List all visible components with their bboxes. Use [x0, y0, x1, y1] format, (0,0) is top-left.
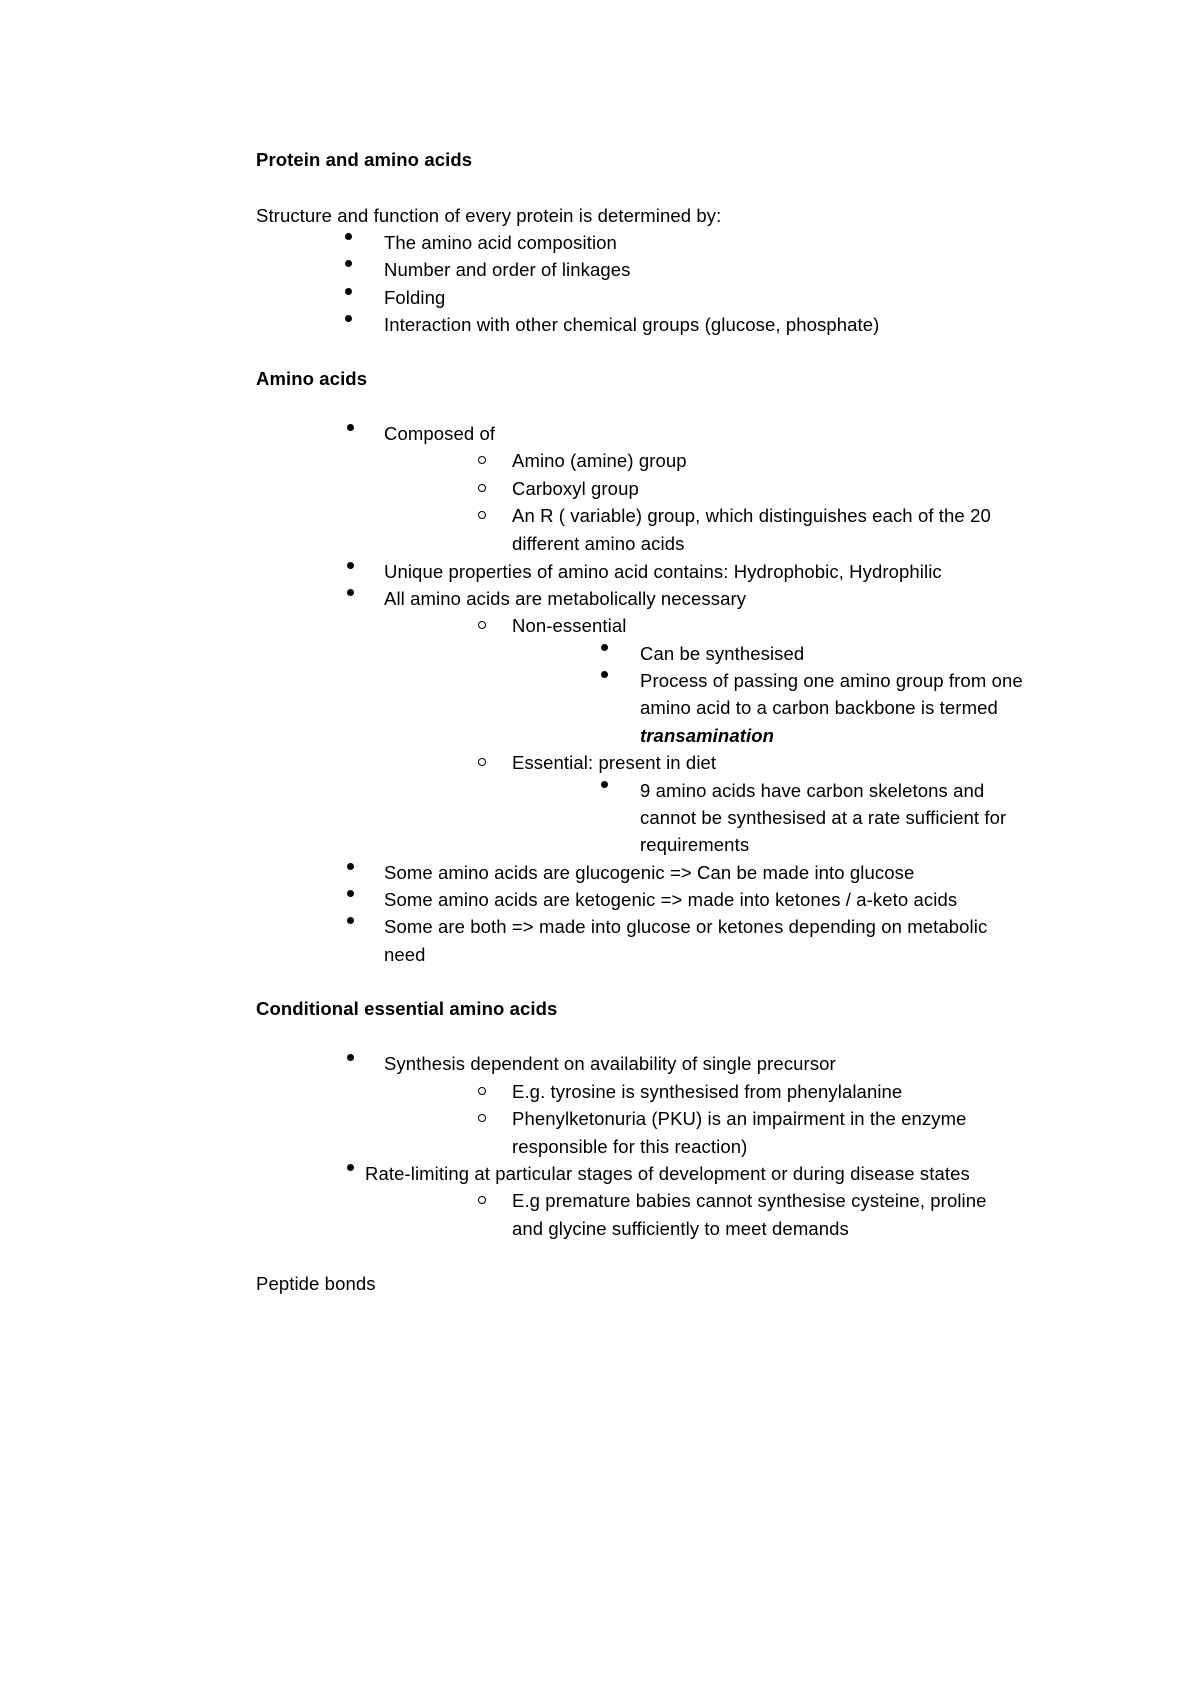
- bullet-icon: [345, 260, 352, 267]
- circle-bullet-icon: [478, 456, 486, 464]
- list-item: An R ( variable) group, which distinguishes each of the 20: [512, 505, 991, 526]
- list-item: The amino acid composition: [384, 232, 617, 253]
- list-item: E.g premature babies cannot synthesise cysteine, proline: [512, 1190, 987, 1211]
- list-item-continuation: cannot be synthesised at a rate sufficient for: [640, 807, 1007, 828]
- list-item-continuation: and glycine sufficiently to meet demands: [512, 1218, 849, 1239]
- bullet-icon: [345, 233, 352, 240]
- list-item: Folding: [384, 287, 446, 308]
- list-item: Synthesis dependent on availability of single precursor: [384, 1053, 836, 1074]
- list-item: Non-essential: [512, 615, 627, 636]
- bullet-icon: [601, 644, 608, 651]
- list-item-continuation: requirements: [640, 834, 750, 855]
- section-heading-amino-acids: Amino acids: [256, 368, 368, 389]
- list-item: Composed of: [384, 423, 496, 444]
- bullet-icon: [347, 424, 354, 431]
- list-item: Can be synthesised: [640, 643, 805, 664]
- list-item: Phenylketonuria (PKU) is an impairment in the enzyme: [512, 1108, 967, 1129]
- list-item: Some amino acids are ketogenic => made into ketones / a-keto acids: [384, 889, 958, 910]
- list-item: All amino acids are metabolically necessary: [384, 588, 747, 609]
- bullet-icon: [347, 589, 354, 596]
- bullet-icon: [347, 890, 354, 897]
- list-item: 9 amino acids have carbon skeletons and: [640, 780, 985, 801]
- circle-bullet-icon: [478, 621, 486, 629]
- circle-bullet-icon: [478, 758, 486, 766]
- bullet-icon: [347, 1164, 354, 1171]
- list-item-continuation: amino acid to a carbon backbone is termed: [640, 697, 998, 718]
- list-item: Number and order of linkages: [384, 259, 631, 280]
- bullet-icon: [345, 315, 352, 322]
- list-item: Unique properties of amino acid contains: Hydrophobic, Hydrophilic: [384, 561, 942, 582]
- bullet-icon: [347, 1054, 354, 1061]
- circle-bullet-icon: [478, 1114, 486, 1122]
- page-title: Protein and amino acids: [256, 149, 473, 170]
- bullet-icon: [347, 863, 354, 870]
- list-item: E.g. tyrosine is synthesised from phenylalanine: [512, 1081, 903, 1102]
- list-item: Amino (amine) group: [512, 450, 687, 471]
- list-item: Essential: present in diet: [512, 752, 717, 773]
- circle-bullet-icon: [478, 484, 486, 492]
- section-heading-peptide-bonds: Peptide bonds: [256, 1273, 376, 1294]
- intro-text: Structure and function of every protein is determined by:: [256, 205, 722, 226]
- bullet-icon: [601, 671, 608, 678]
- bullet-icon: [347, 562, 354, 569]
- section-heading-conditional: Conditional essential amino acids: [256, 998, 558, 1019]
- list-item: Process of passing one amino group from one: [640, 670, 1023, 691]
- bullet-icon: [345, 288, 352, 295]
- list-item: Rate-limiting at particular stages of development or during disease states: [365, 1163, 970, 1184]
- bullet-icon: [347, 917, 354, 924]
- list-item-continuation: responsible for this reaction): [512, 1136, 748, 1157]
- circle-bullet-icon: [478, 1196, 486, 1204]
- circle-bullet-icon: [478, 511, 486, 519]
- list-item-continuation: different amino acids: [512, 533, 685, 554]
- list-item: Some amino acids are glucogenic => Can be made into glucose: [384, 862, 915, 883]
- term-transamination: transamination: [640, 725, 775, 746]
- list-item: Some are both => made into glucose or ketones depending on metabolic: [384, 916, 988, 937]
- circle-bullet-icon: [478, 1087, 486, 1095]
- list-item: Carboxyl group: [512, 478, 639, 499]
- list-item-continuation: need: [384, 944, 426, 965]
- list-item: Interaction with other chemical groups (glucose, phosphate): [384, 314, 880, 335]
- bullet-icon: [601, 781, 608, 788]
